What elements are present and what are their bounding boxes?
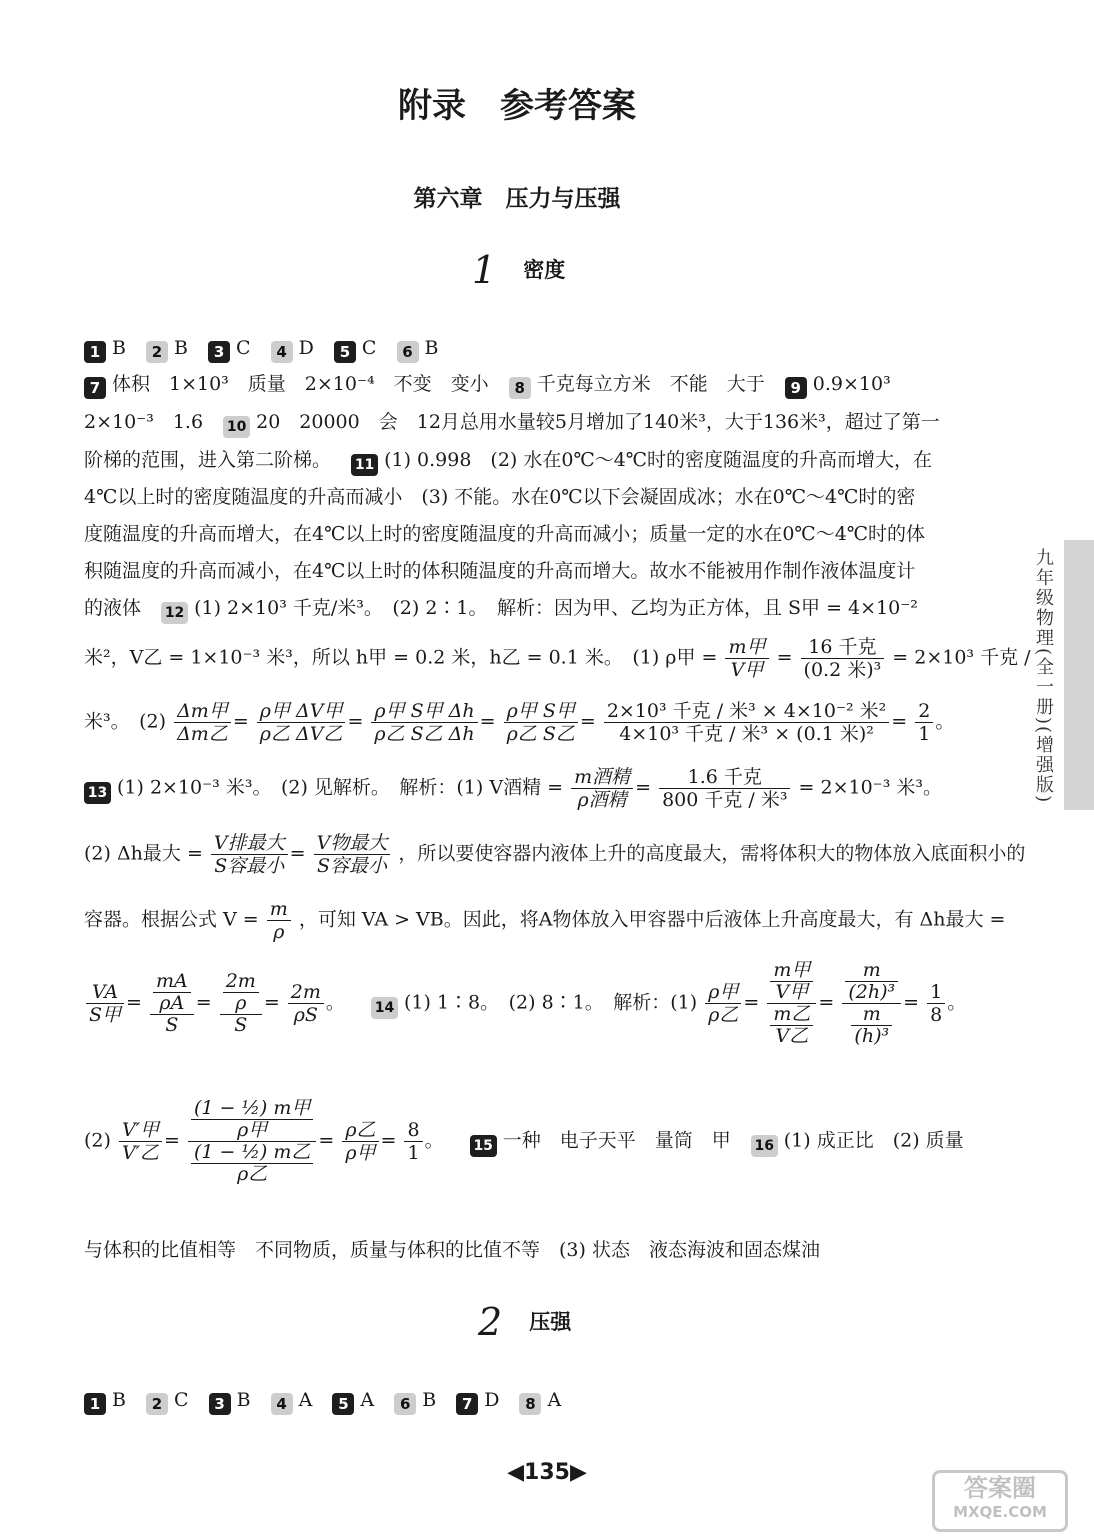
- fraction: $\frac{\text{V排最大}}{\text{S容最小}}$: [211, 832, 288, 877]
- fraction: $\frac{\text{ρ甲 S甲 Δh}}{\text{ρ乙 S乙 Δh}}$: [371, 700, 477, 745]
- fraction: $\frac{1}{8}$: [927, 981, 945, 1026]
- appendix-title: 附录 参考答案: [398, 86, 636, 126]
- q-badge: 8: [509, 377, 531, 399]
- section-2-number: 2: [478, 1300, 503, 1344]
- answer-8: 千克每立方米 不能 大于: [536, 373, 765, 395]
- answer-item: 5 C: [334, 337, 377, 359]
- answer-15: 一种 电子天平 量筒 甲: [502, 1129, 731, 1152]
- answer-14: (1) 1∶8。 (2) 8∶1。 解析：(1): [404, 991, 698, 1014]
- fraction: $\frac{2}{1}$: [915, 700, 933, 745]
- answer-item: 3 B: [209, 1389, 251, 1411]
- answer-item: 7 D: [456, 1389, 499, 1411]
- answer-line-8: [84, 596, 918, 624]
- section-1-title: 密度: [523, 258, 566, 282]
- answer-item: 5 A: [332, 1389, 374, 1411]
- answer-line-14: $\frac{VA}{\text{S甲}}$ = $\frac{\frac{mA}{\rho A}}{S}$ = $\frac{\frac{2m}{\rho}}{S}$ = $\frac{2m}{\rho S}$ 。 14 (1) 1∶8。 (2) 8∶1。 解析：(1) $\frac{\text{ρ甲}}{\text{ρ乙}}$ = $\frac{\frac{\text{m甲}}{\text{V甲}}}{\frac{\text{m乙}}{\text{V乙}}}$ = $\frac{\frac{m}{\text{(2h)³}}}{\frac{m}{\text{(h)³}}}$ = $\frac{1}{8}$ 。: [84, 960, 966, 1047]
- answer-11-cont: 的液体: [84, 597, 142, 619]
- fraction: $\frac{\text{ρ甲 ΔV甲}}{\text{ρ乙 ΔV乙}}$: [257, 700, 346, 745]
- fraction: $\frac{\frac{\text{m甲}}{\text{V甲}}}{\frac{\text{m乙}}{\text{V乙}}}$: [767, 960, 816, 1047]
- answer-10-cont: 阶梯的范围，进入第二阶梯。: [84, 449, 332, 471]
- q-badge: 13: [84, 782, 111, 804]
- answer-9: 0.9×10³: [812, 373, 891, 395]
- answer-line-4: [84, 448, 932, 476]
- side-tab: [1064, 540, 1094, 810]
- answer-line-15: (2) $\frac{\text{V′甲}}{\text{V′乙}}$ = $\frac{\frac{\text{(1 − ½) m甲}}{\text{ρ甲}}}{\frac{\text{(1 − ½) m乙}}{\text{ρ乙}}}$ = $\frac{\text{ρ乙}}{\text{ρ甲}}$ = $\frac{8}{1}$ 。 15 一种 电子天平 量筒 甲 16 (1) 成正比 (2) 质量: [84, 1097, 964, 1185]
- q-badge: 7: [84, 377, 106, 399]
- answer-line-2: [84, 372, 891, 399]
- answer-line-13: 容器。根据公式 V = $\frac{m}{\rho}$ ，可知 VA > VB。因此，将A物体放入甲容器中后液体上升高度最大，有 Δh最大 =: [84, 898, 1006, 943]
- q-badge: 9: [785, 377, 807, 399]
- chapter-title: 第六章 压力与压强: [413, 186, 621, 212]
- answer-item: 1 B: [84, 337, 126, 359]
- section-1-heading: [472, 248, 565, 292]
- fraction: $\frac{\frac{\text{(1 − ½) m甲}}{\text{ρ甲}}}{\frac{\text{(1 − ½) m乙}}{\text{ρ乙}}}$: [188, 1098, 316, 1185]
- fraction: $\frac{\text{m甲}}{\text{V甲}}$: [725, 636, 768, 681]
- answer-line-9: 米²，V乙 = 1×10⁻³ 米³，所以 h甲 = 0.2 米，h乙 = 0.1 米。 (1) ρ甲 = $\frac{\text{m甲}}{\text{V甲}}$ = $\frac{\text{16 千克}}{\text{(0.2 米)³}}$ = 2×10³ 千克 /: [84, 636, 1031, 681]
- fraction: $\frac{\text{16 千克}}{\text{(0.2 米)³}}$: [801, 636, 885, 681]
- fraction: $\frac{\text{ρ乙}}{\text{ρ甲}}$: [342, 1119, 378, 1164]
- q-badge: 11: [351, 454, 378, 476]
- q-badge: 15: [470, 1135, 497, 1157]
- answer-item: 4 D: [271, 337, 314, 359]
- section-2-title: 压强: [529, 1310, 572, 1334]
- fraction: $\frac{\frac{mA}{\rho A}}{S}$: [150, 971, 194, 1036]
- answer-12: (1) 2×10³ 千克/米³。 (2) 2∶1。 解析：因为甲、乙均为正方体，且 S甲 = 4×10⁻²: [194, 597, 918, 619]
- answer-line-10: 米³。 (2) $\frac{\text{Δm甲}}{\text{Δm乙}}$ = $\frac{\text{ρ甲 ΔV甲}}{\text{ρ乙 ΔV乙}}$ = $\frac{\text{ρ甲 S甲 Δh}}{\text{ρ乙 S乙 Δh}}$ = $\frac{\text{ρ甲 S甲}}{\text{ρ乙 S乙}}$ = $\frac{\text{2×10³ 千克 / 米³ × 4×10⁻² 米²}}{\text{4×10³ 千克 / 米³ × (0.1 米)²}}$ = $\frac{2}{1}$ 。: [84, 700, 955, 745]
- section-1-number: 1: [472, 248, 497, 292]
- fraction: $\frac{\text{2×10³ 千克 / 米³ × 4×10⁻² 米²}}{\text{4×10³ 千克 / 米³ × (0.1 米)²}}$: [604, 700, 889, 745]
- page-number: ◀135▶: [507, 1460, 587, 1485]
- answer-item: 6 B: [397, 337, 439, 359]
- fraction: $\frac{VA}{\text{S甲}}$: [86, 981, 124, 1026]
- answer-item: 2 C: [146, 1389, 189, 1411]
- watermark-top: 答案圈: [964, 1474, 1036, 1502]
- answer-line-11: 13 (1) 2×10⁻³ 米³。 (2) 见解析。 解析：(1) V酒精 = $\frac{\text{m酒精}}{\text{ρ酒精}}$ = $\frac{\text{1.6 千克}}{\text{800 千克 / 米³}}$ = 2×10⁻³ 米³。: [84, 766, 942, 811]
- answer-line-5: 4℃以上时的密度随温度的升高而减小 (3) 不能。水在0℃以下会凝固成冰；水在0℃～4℃时的密: [84, 486, 916, 508]
- answer-7: 体积 1×10³ 质量 2×10⁻⁴ 不变 变小: [112, 373, 489, 395]
- answer-item: 1 B: [84, 1389, 126, 1411]
- answer-item: 2 B: [146, 337, 188, 359]
- answer-line-12: (2) Δh最大 = $\frac{\text{V排最大}}{\text{S容最小}}$ = $\frac{\text{V物最大}}{\text{S容最小}}$ ，所以要使容器内液体上升的高度最大，需将体积大的物体放入底面积小的: [84, 832, 1026, 877]
- section-2-heading: [478, 1300, 571, 1344]
- fraction: $\frac{\text{m酒精}}{\text{ρ酒精}}$: [571, 766, 633, 811]
- watermark-logo: [932, 1470, 1068, 1532]
- answer-line-7: 积随温度的升高而减小，在4℃以上时的体积随温度的升高而增大。故水不能被用作制作液体温度计: [84, 560, 916, 582]
- answer-line-6: 度随温度的升高而增大，在4℃以上时的密度随温度的升高而减小；质量一定的水在0℃～4℃时的体: [84, 523, 926, 545]
- q-badge: 10: [223, 416, 250, 438]
- answer-line-3: [84, 410, 940, 438]
- fraction: $\frac{\text{ρ甲 S甲}}{\text{ρ乙 S乙}}$: [504, 700, 578, 745]
- fraction: $\frac{2m}{\rho S}$: [288, 981, 324, 1026]
- fraction: $\frac{\text{V′甲}}{\text{V′乙}}$: [119, 1119, 162, 1164]
- fraction: $\frac{\text{1.6 千克}}{\text{800 千克 / 米³}}$: [659, 766, 790, 811]
- fraction: $\frac{\text{Δm甲}}{\text{Δm乙}}$: [174, 700, 231, 745]
- answer-item: 3 C: [208, 337, 251, 359]
- answer-item: 4 A: [271, 1389, 313, 1411]
- q-badge: 14: [371, 997, 398, 1019]
- answer-item: 8 A: [519, 1389, 561, 1411]
- q-badge: 12: [161, 602, 188, 624]
- answer-9-cont: 2×10⁻³ 1.6: [84, 411, 204, 433]
- answer-11: (1) 0.998 (2) 水在0℃～4℃时的密度随温度的升高而增大，在: [384, 449, 933, 471]
- answer-line-16: 与体积的比值相等 不同物质，质量与体积的比值不等 (3) 状态 液态海波和固态煤油: [84, 1239, 820, 1261]
- answer-16: (1) 成正比 (2) 质量: [783, 1129, 964, 1152]
- fraction: $\frac{8}{1}$: [404, 1119, 422, 1164]
- fraction: $\frac{\text{ρ甲}}{\text{ρ乙}}$: [705, 981, 741, 1026]
- fraction: $\frac{m}{\rho}$: [267, 898, 291, 943]
- answer-13: (1) 2×10⁻³ 米³。 (2) 见解析。 解析：(1) V酒精 =: [117, 776, 564, 799]
- fraction: $\frac{\text{V物最大}}{\text{S容最小}}$: [314, 832, 391, 877]
- q-badge: 16: [751, 1135, 778, 1157]
- answer-item: 6 B: [394, 1389, 436, 1411]
- answer-row-1-6: [84, 336, 438, 363]
- watermark-url: MXQE.COM: [953, 1503, 1047, 1521]
- fraction: $\frac{\frac{m}{\text{(2h)³}}}{\frac{m}{\text{(h)³}}}$: [842, 960, 901, 1047]
- answer-row-s2: [84, 1388, 561, 1415]
- answer-10: 20 20000 会 12月总用水量较5月增加了140米³，大于136米³，超过了第一: [256, 411, 940, 433]
- side-book-label: 九年级物理(全一册)(增强版): [1033, 548, 1054, 805]
- fraction: $\frac{\frac{2m}{\rho}}{S}$: [220, 971, 262, 1036]
- answer-12-cont: 米²，V乙 = 1×10⁻³ 米³，所以 h甲 = 0.2 米，h乙 = 0.1 米。 (1) ρ甲 =: [84, 646, 718, 669]
